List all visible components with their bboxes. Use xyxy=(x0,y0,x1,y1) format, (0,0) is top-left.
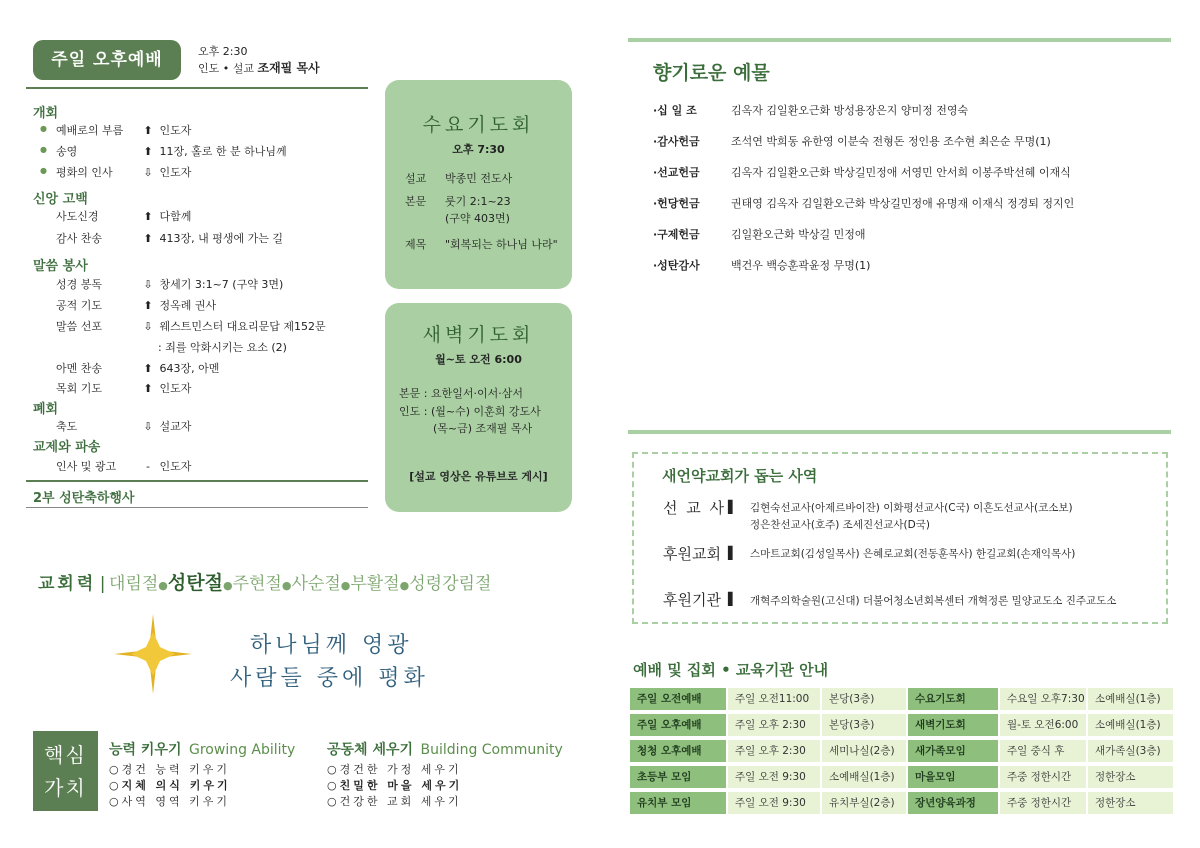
dawn-box xyxy=(385,303,572,512)
ability-item: ○지체 의식 키우기 xyxy=(109,779,231,792)
season-dot: ● xyxy=(281,579,292,592)
order-item-name: 성경 봉독 xyxy=(56,278,103,291)
calendar-bar: | xyxy=(99,574,106,594)
church-list: 스마트교회(김성일목사) 은혜로교회(전동훈목사) 한길교회(손재익목사) xyxy=(750,548,1076,560)
season-lent: 사순절 xyxy=(291,574,341,594)
section-opening: 개회 xyxy=(33,106,59,121)
wednesday-preacher-label: 설교 xyxy=(405,172,427,185)
missionary-bar: ▌ xyxy=(728,500,738,514)
order-item-detail: 인도자 xyxy=(159,382,192,395)
order-row xyxy=(56,458,191,474)
org-label: 후원기관 xyxy=(663,591,721,609)
guide-meeting-name: 새벽기도회 xyxy=(908,714,998,736)
offerings-title: 향기로운 예물 xyxy=(653,62,770,84)
offering-row xyxy=(653,257,870,273)
order-item-detail: 정옥례 권사 xyxy=(159,299,217,312)
order-item-detail: 웨스트민스터 대요리문답 제152문 xyxy=(159,320,326,333)
community-item: ○경건한 가정 세우기 xyxy=(327,763,462,776)
wednesday-title: 수요기도회 xyxy=(422,114,535,136)
wednesday-text-sub: (구약 403면) xyxy=(445,212,510,225)
community-heading xyxy=(327,739,563,759)
order-row xyxy=(56,297,216,313)
season-epiphany: 주현절 xyxy=(232,574,282,594)
order-item-name: 사도신경 xyxy=(56,210,99,223)
season-dot: ● xyxy=(340,579,351,592)
ability-english: Growing Ability xyxy=(189,742,296,758)
guide-cell: 본당(3층) xyxy=(822,714,906,736)
section-fellowship: 교제와 파송 xyxy=(33,440,101,455)
wednesday-text xyxy=(405,193,511,209)
order-arrow-icon: ⬆ xyxy=(143,232,153,245)
guide-cell: 월-토 오전6:00 xyxy=(1000,714,1086,736)
dawn-leader1: 인도 : (월~수) 이훈희 강도사 xyxy=(399,405,541,418)
org-bar: ▌ xyxy=(728,592,738,606)
order-item-detail: 11장, 홀로 한 분 하나님께 xyxy=(159,145,287,158)
dawn-time: 월~토 오전 6:00 xyxy=(435,353,522,366)
order-item-detail: 설교자 xyxy=(159,420,192,433)
guide-cell: 주일 오전11:00 xyxy=(728,688,820,710)
core-values-badge xyxy=(33,731,98,811)
guide-cell: 주일 오후 2:30 xyxy=(728,740,820,762)
order-item-name: 아멘 찬송 xyxy=(56,362,103,375)
motto-line-2: 사람들 중에 평화 xyxy=(230,666,429,691)
guide-cell: 수요일 오후7:30 xyxy=(1000,688,1086,710)
dawn-note: [설교 영상은 유튜브로 게시] xyxy=(409,470,548,483)
community-item: ○친밀한 마을 세우기 xyxy=(327,779,463,792)
order-row xyxy=(56,208,191,224)
wednesday-preacher-name: 박종민 전도사 xyxy=(445,172,513,185)
guide-table xyxy=(630,688,1175,818)
guide-cell: 세미나실(2층) xyxy=(822,740,906,762)
season-pentecost: 성령강림절 xyxy=(409,574,492,594)
dawn-title: 새벽기도회 xyxy=(422,324,535,346)
order-item-detail: 창세기 3:1~7 (구약 3면) xyxy=(159,278,284,291)
offering-row xyxy=(653,226,866,242)
church-bar: ▌ xyxy=(728,546,738,560)
afternoon-leader xyxy=(198,59,320,76)
order-item-name: 감사 찬송 xyxy=(56,232,103,245)
wednesday-time: 오후 7:30 xyxy=(452,143,505,156)
order-row xyxy=(56,318,326,334)
guide-cell: 본당(3층) xyxy=(822,688,906,710)
missionary-label: 선 교 사 xyxy=(663,499,727,517)
guide-meeting-name: 수요기도회 xyxy=(908,688,998,710)
guide-cell: 주중 정한시간 xyxy=(1000,792,1086,814)
community-english: Building Community xyxy=(420,742,563,758)
offering-names: 김일환오근화 박상길 민정애 xyxy=(731,228,866,241)
org-list: 개혁주의학술원(고신대) 더불어청소년회복센터 개혁정론 밀양교도소 진주교도소 xyxy=(750,595,1117,607)
order-item-detail: 다함께 xyxy=(159,210,192,223)
order-item-detail: 인도자 xyxy=(159,166,192,179)
guide-cell: 정한장소 xyxy=(1088,792,1173,814)
missionary-line-2: 정은찬선교사(호주) 조세진선교사(D국) xyxy=(750,519,930,531)
order-item-name: 축도 xyxy=(56,420,78,433)
community-title: 공동체 세우기 xyxy=(327,742,414,758)
guide-cell: 정한장소 xyxy=(1088,766,1173,788)
afternoon-leader-prefix: 인도 • 설교 xyxy=(198,62,254,75)
season-christmas: 성탄절 xyxy=(167,572,223,594)
guide-cell: 주일 중식 후 xyxy=(1000,740,1086,762)
order-item-name: 예배로의 부름 xyxy=(56,124,124,137)
season-easter: 부활절 xyxy=(350,574,400,594)
order-item-detail: 413장, 내 평생에 가는 길 xyxy=(159,232,283,245)
church-calendar xyxy=(38,568,491,595)
offering-row xyxy=(653,195,1074,211)
season-advent: 대림절 xyxy=(109,574,159,594)
order-row xyxy=(56,380,191,396)
order-arrow-icon: ⇩ xyxy=(143,320,153,333)
order-item-name: 말씀 선포 xyxy=(56,320,103,333)
calendar-label: 교회력 xyxy=(38,574,97,594)
order-arrow-icon: ⬆ xyxy=(143,382,153,395)
offering-names: 백건우 백승훈곽윤정 무명(1) xyxy=(731,259,871,272)
wednesday-preacher xyxy=(405,170,512,186)
afternoon-service-title: 주일 오후예배 xyxy=(33,40,181,80)
part2-divider-bottom xyxy=(26,507,368,508)
section-confession: 신앙 고백 xyxy=(33,192,88,207)
dawn-leader2: (목~금) 조재필 목사 xyxy=(433,422,533,435)
core-label-2: 가치 xyxy=(44,776,87,800)
missionary-line-1: 김현숙선교사(아제르바이잔) 이화평선교사(C국) 이흔도선교사(코소보) xyxy=(750,502,1073,514)
ministry-title: 새언약교회가 돕는 사역 xyxy=(662,467,818,485)
core-label-1: 핵심 xyxy=(44,743,87,767)
guide-cell: 소예배실(1층) xyxy=(822,766,906,788)
ability-item: ○사역 영역 키우기 xyxy=(109,795,230,808)
section-word: 말씀 봉사 xyxy=(33,259,88,274)
guide-cell: 유치부실(2층) xyxy=(822,792,906,814)
offering-label: ·감사헌금 xyxy=(653,135,700,148)
order-arrow-icon: ⬆ xyxy=(143,210,153,223)
order-row xyxy=(56,122,191,138)
afternoon-time: 오후 2:30 xyxy=(198,45,248,58)
offering-row xyxy=(653,102,968,118)
offering-names: 김옥자 김일환오근화 박상길민정애 서영민 안서희 이봉주박선혜 이재식 xyxy=(731,166,1071,179)
star-icon xyxy=(112,612,194,696)
dawn-text: 본문 : 요한일서·이서·삼서 xyxy=(399,387,523,400)
wednesday-subject-label: 제목 xyxy=(405,238,427,251)
season-dot: ● xyxy=(158,579,168,592)
order-item-detail: 인도자 xyxy=(159,124,192,137)
motto-line-1: 하나님께 영광 xyxy=(250,633,413,658)
order-arrow-icon: ⬆ xyxy=(143,299,153,312)
offering-row xyxy=(653,164,1071,180)
section-closing: 폐회 xyxy=(33,402,59,417)
offering-names: 조석연 박희동 유한영 이분숙 전형돈 정인용 조수현 최은순 무명(1) xyxy=(731,135,1051,148)
guide-cell: 소예배실(1층) xyxy=(1088,714,1173,736)
wednesday-box xyxy=(385,80,572,289)
part2-title: 2부 성탄축하행사 xyxy=(33,491,135,506)
guide-meeting-name: 주일 오후예배 xyxy=(630,714,726,736)
offering-row xyxy=(653,133,1051,149)
wednesday-subject-value: "회복되는 하나님 나라" xyxy=(445,238,558,251)
order-item-name: 송영 xyxy=(56,145,78,158)
order-item-name: 공적 기도 xyxy=(56,299,103,312)
guide-cell: 주일 오전 9:30 xyxy=(728,766,820,788)
ability-heading xyxy=(109,739,295,759)
guide-cell: 새가족실(3층) xyxy=(1088,740,1173,762)
order-arrow-icon: ⇩ xyxy=(143,166,153,179)
order-item-name: 평화의 인사 xyxy=(56,166,113,179)
guide-meeting-name: 새가족모임 xyxy=(908,740,998,762)
guide-meeting-name: 주일 오전예배 xyxy=(630,688,726,710)
order-item-name: 인사 및 광고 xyxy=(56,460,117,473)
offering-label: ·헌당헌금 xyxy=(653,197,700,210)
guide-cell: 주일 오전 9:30 xyxy=(728,792,820,814)
order-row xyxy=(56,360,219,376)
offering-names: 김옥자 김일환오근화 방성용장은지 양미정 전영숙 xyxy=(731,104,969,117)
community-item: ○건강한 교회 세우기 xyxy=(327,795,462,808)
offering-label: ·십 일 조 xyxy=(653,104,697,117)
order-item-name: 목회 기도 xyxy=(56,382,103,395)
guide-cell: 주중 정한시간 xyxy=(1000,766,1086,788)
guide-meeting-name: 마을모임 xyxy=(908,766,998,788)
part2-divider-top xyxy=(26,480,368,482)
offering-names: 권태영 김옥자 김일환오근화 박상길민정애 유명재 이재식 정경퇴 정지인 xyxy=(731,197,1075,210)
order-arrow-icon: ⇩ xyxy=(143,278,153,291)
order-row xyxy=(56,164,191,180)
guide-cell: 소예배실(1층) xyxy=(1088,688,1173,710)
guide-meeting-name: 청청 오후예배 xyxy=(630,740,726,762)
order-row xyxy=(56,143,287,159)
season-dot: ● xyxy=(222,579,233,592)
season-dot: ● xyxy=(399,579,410,592)
offering-label: ·성탄감사 xyxy=(653,259,700,272)
order-item-detail: 643장, 아멘 xyxy=(159,362,220,375)
church-label: 후원교회 xyxy=(663,545,721,563)
wednesday-text-label: 본문 xyxy=(405,195,427,208)
order-arrow-icon: ⬆ xyxy=(143,124,153,137)
ability-item: ○경건 능력 키우기 xyxy=(109,763,230,776)
ministry-top-rule xyxy=(628,430,1171,434)
guide-title: 예배 및 집회 • 교육기관 안내 xyxy=(633,661,829,679)
offering-label: ·구제헌금 xyxy=(653,228,700,241)
guide-meeting-name: 장년양육과정 xyxy=(908,792,998,814)
wednesday-text-value: 룻기 2:1~23 xyxy=(445,195,511,208)
guide-meeting-name: 초등부 모임 xyxy=(630,766,726,788)
order-item-detail: 인도자 xyxy=(159,460,192,473)
order-row xyxy=(56,276,283,292)
order-arrow-icon: ⬆ xyxy=(143,145,153,158)
offerings-top-rule xyxy=(628,38,1171,42)
order-row xyxy=(56,230,283,246)
order-arrow-icon: ⇩ xyxy=(143,420,153,433)
header-divider xyxy=(26,87,368,89)
sermon-subtitle: : 죄를 악화시키는 요소 (2) xyxy=(158,341,287,354)
offering-label: ·선교헌금 xyxy=(653,166,700,179)
order-arrow-icon: - xyxy=(146,460,150,473)
order-arrow-icon: ⬆ xyxy=(143,362,153,375)
afternoon-leader-name: 조재필 목사 xyxy=(257,61,320,75)
ability-title: 능력 키우기 xyxy=(109,742,182,758)
order-row xyxy=(56,418,191,434)
guide-cell: 주일 오후 2:30 xyxy=(728,714,820,736)
guide-meeting-name: 유치부 모임 xyxy=(630,792,726,814)
wednesday-subject xyxy=(405,236,558,252)
